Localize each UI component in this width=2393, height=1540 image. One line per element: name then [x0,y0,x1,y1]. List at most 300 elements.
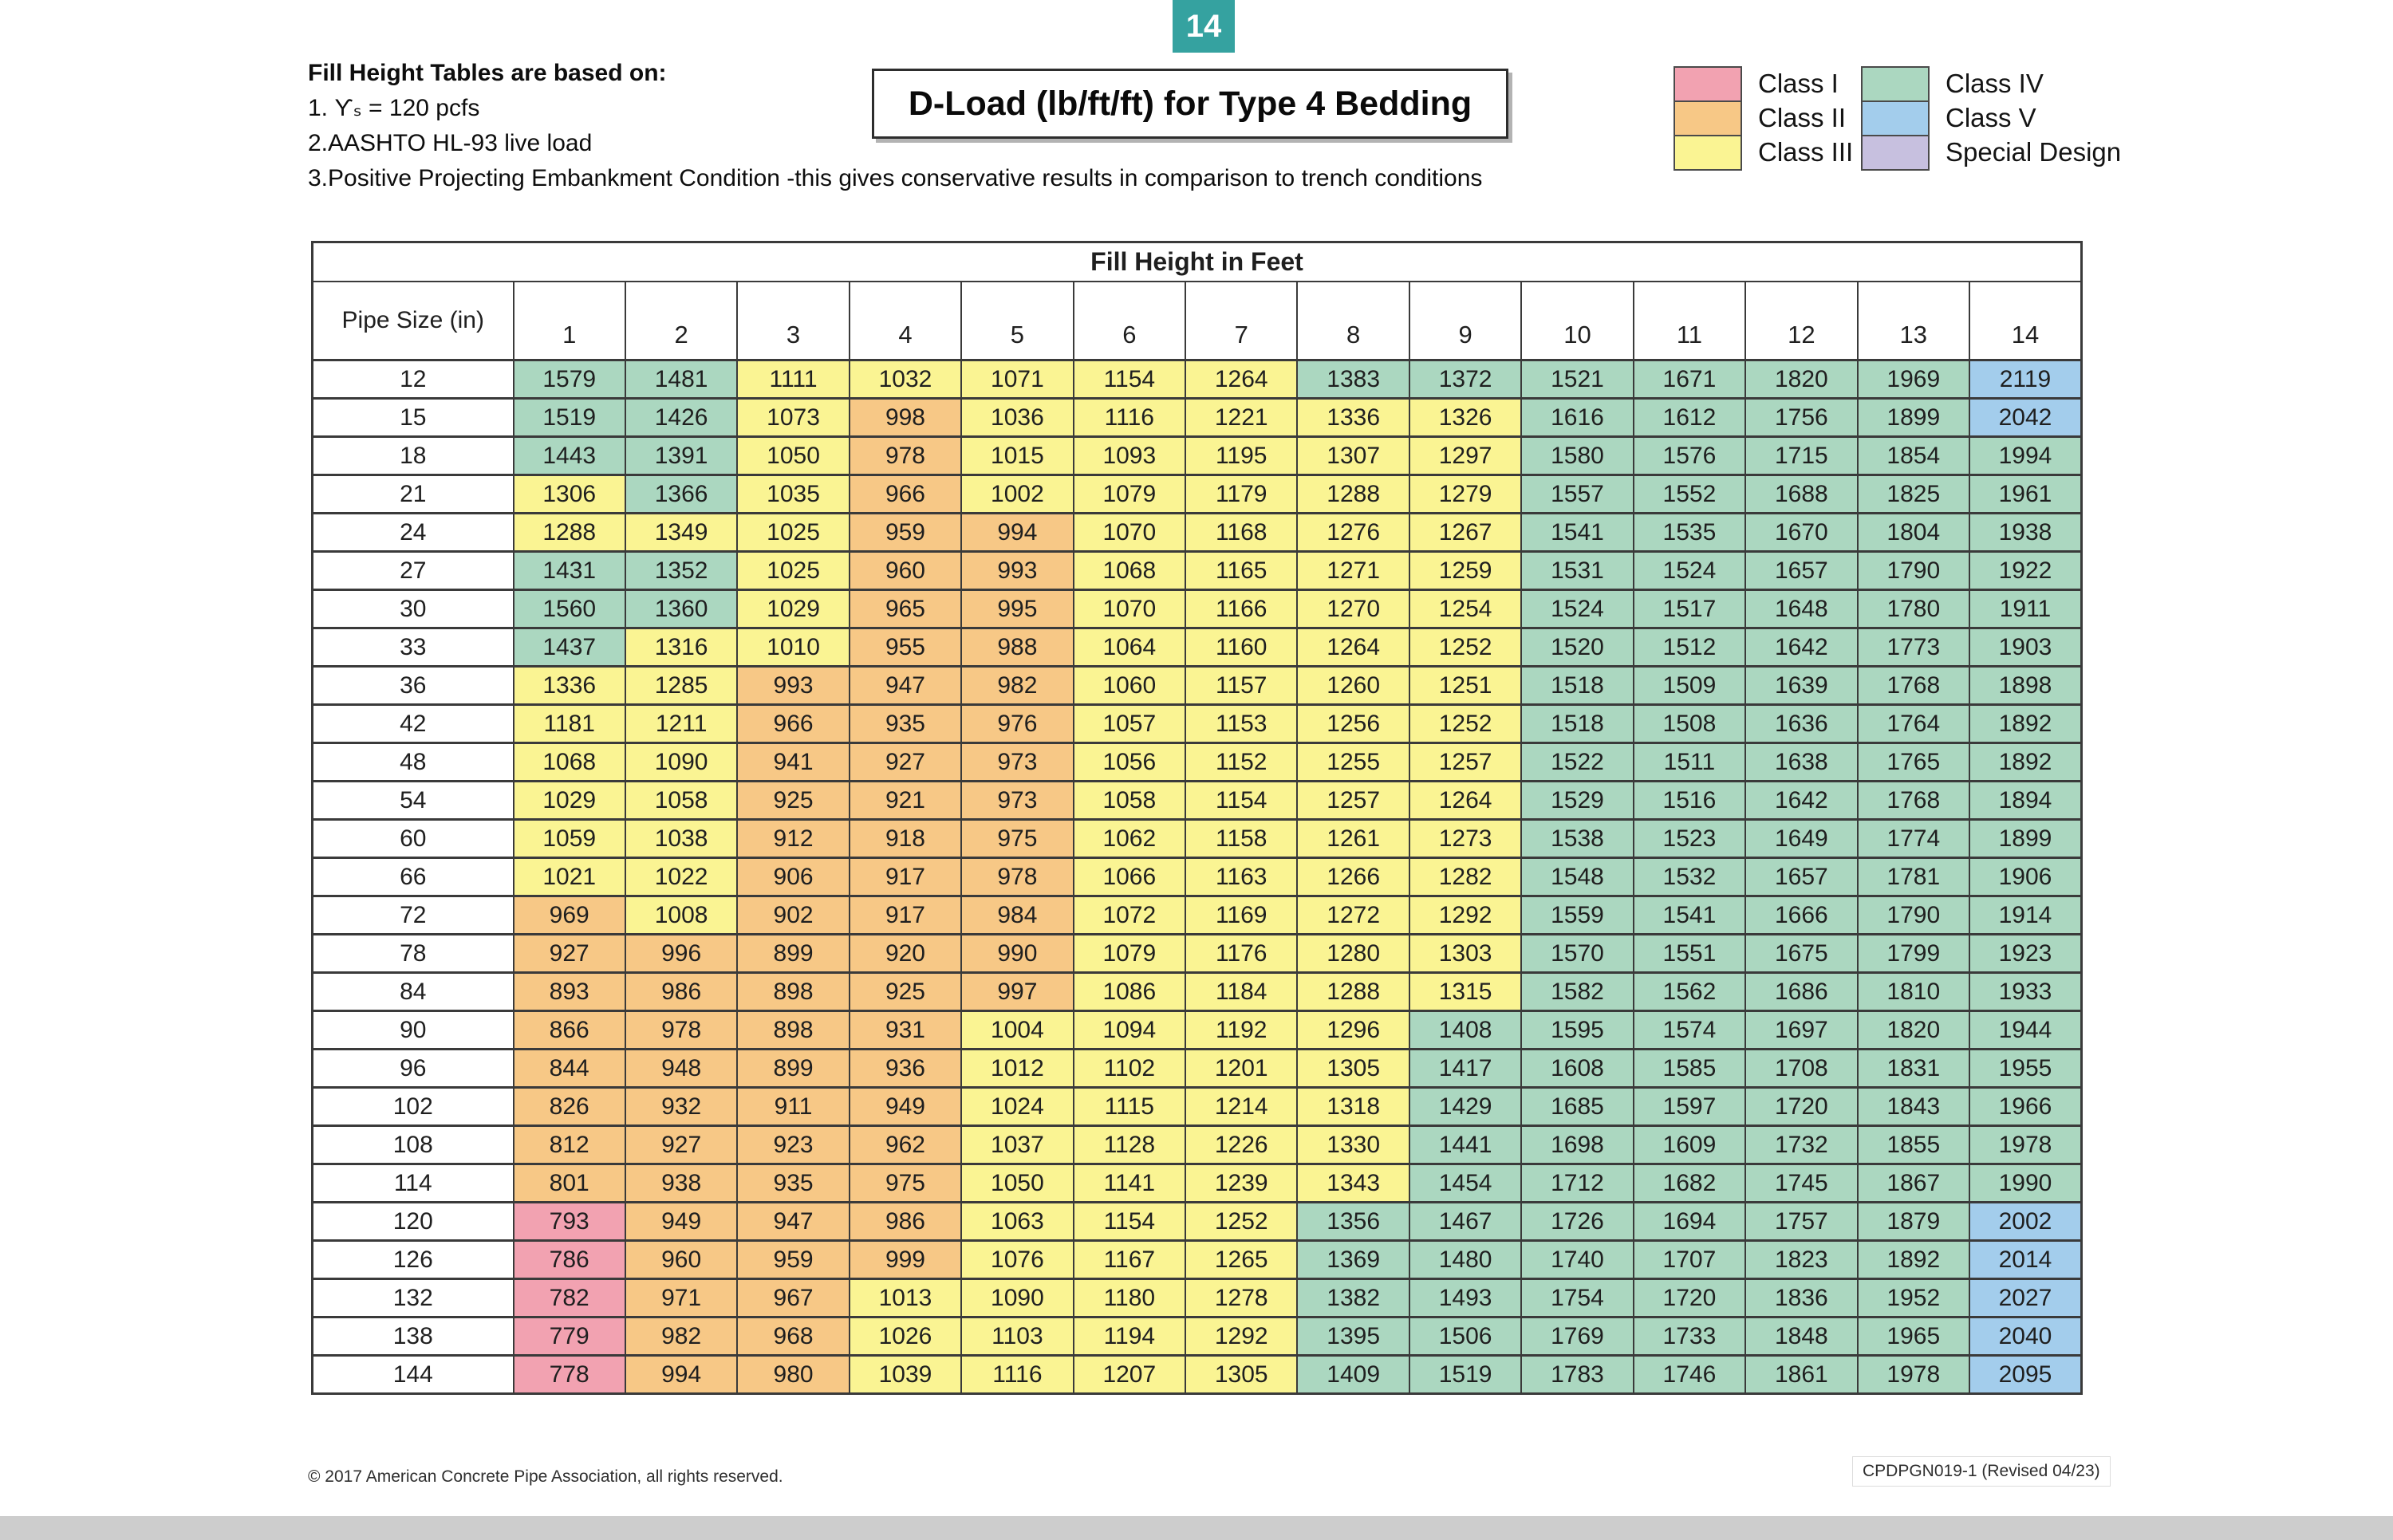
fill-height-col-header: 11 [1634,282,1745,360]
dload-cell: 927 [850,743,961,782]
dload-cell: 982 [961,667,1073,705]
dload-cell: 2040 [1969,1317,2082,1356]
dload-cell: 1524 [1634,552,1745,590]
dload-cell: 1128 [1074,1126,1185,1164]
dload-cell: 1163 [1185,858,1297,896]
dload-cell: 986 [625,973,737,1011]
dload-cell: 1252 [1409,705,1521,743]
pipe-size-cell: 27 [313,552,514,590]
dload-cell: 793 [514,1203,625,1241]
dload-cell: 1636 [1745,705,1857,743]
table-row [313,1011,2082,1050]
dload-cell: 906 [737,858,849,896]
dload-cell: 1343 [1297,1164,1409,1203]
dload-cell: 986 [850,1203,961,1241]
dload-cell: 1090 [961,1279,1073,1317]
dload-cell: 1518 [1521,667,1633,705]
dload-cell: 1899 [1858,399,1969,437]
dload-cell: 1259 [1409,552,1521,590]
dload-cell: 1194 [1074,1317,1185,1356]
dload-cell: 1255 [1297,743,1409,782]
dload-cell: 1366 [625,475,737,514]
dload-cell: 1058 [625,782,737,820]
legend-label: Class IV [1946,68,2044,98]
dload-cell: 1804 [1858,514,1969,552]
dload-cell: 1276 [1297,514,1409,552]
dload-cell: 1267 [1409,514,1521,552]
dload-cell: 1648 [1745,590,1857,628]
dload-cell: 1288 [1297,973,1409,1011]
dload-cell: 1036 [961,399,1073,437]
dload-cell: 1068 [514,743,625,782]
dload-cell: 955 [850,628,961,667]
dload-cell: 1595 [1521,1011,1633,1050]
fill-height-col-header: 8 [1297,282,1409,360]
dload-cell: 1391 [625,437,737,475]
dload-cell: 1848 [1745,1317,1857,1356]
dload-cell: 1066 [1074,858,1185,896]
table-row [313,628,2082,667]
pipe-size-cell: 48 [313,743,514,782]
dload-cell: 1688 [1745,475,1857,514]
dload-cell: 1195 [1185,437,1297,475]
dload-cell: 1799 [1858,935,1969,973]
dload-cell: 1318 [1297,1088,1409,1126]
dload-cell: 1938 [1969,514,2082,552]
dload-cell: 2014 [1969,1241,2082,1279]
dload-cell: 1582 [1521,973,1633,1011]
dload-cell: 1086 [1074,973,1185,1011]
dload-cell: 902 [737,896,849,935]
dload-cell: 1079 [1074,935,1185,973]
note-line-2: 2.AASHTO HL-93 live load [308,130,593,156]
dload-cell: 2027 [1969,1279,2082,1317]
dload-cell: 1395 [1297,1317,1409,1356]
dload-cell: 1349 [625,514,737,552]
dload-cell: 1090 [625,743,737,782]
dload-cell: 1529 [1521,782,1633,820]
dload-cell: 1511 [1634,743,1745,782]
dload-cell: 1443 [514,437,625,475]
table-row [313,1164,2082,1203]
dload-cell: 1521 [1521,360,1633,399]
pipe-size-cell: 66 [313,858,514,896]
fill-height-col-header: 10 [1521,282,1633,360]
dload-cell: 1524 [1521,590,1633,628]
legend-item [1861,100,2121,135]
dload-cell: 1580 [1521,437,1633,475]
dload-cell: 1141 [1074,1164,1185,1203]
dload-cell: 1666 [1745,896,1857,935]
dload-cell: 1214 [1185,1088,1297,1126]
table-row [313,667,2082,705]
fill-height-col-header: 13 [1858,282,1969,360]
dload-cell: 1746 [1634,1356,1745,1394]
dload-cell: 1073 [737,399,849,437]
dload-cell: 1965 [1858,1317,1969,1356]
dload-cell: 1094 [1074,1011,1185,1050]
table-row [313,399,2082,437]
dload-cell: 812 [514,1126,625,1164]
dload-cell: 2002 [1969,1203,2082,1241]
dload-cell: 1058 [1074,782,1185,820]
dload-cell: 1768 [1858,782,1969,820]
dload-cell: 1326 [1409,399,1521,437]
pipe-size-cell: 126 [313,1241,514,1279]
dload-cell: 1160 [1185,628,1297,667]
dload-cell: 978 [850,437,961,475]
dload-cell: 866 [514,1011,625,1050]
dload-cell: 1257 [1409,743,1521,782]
dload-cell: 1933 [1969,973,2082,1011]
dload-cell: 1025 [737,552,849,590]
dload-cell: 1773 [1858,628,1969,667]
dload-cell: 1899 [1969,820,2082,858]
fill-height-table-wrapper [311,241,2083,1395]
dload-cell: 1093 [1074,437,1185,475]
legend-swatch [1861,100,1930,136]
dload-cell: 947 [737,1203,849,1241]
dload-cell: 1260 [1297,667,1409,705]
dload-cell: 917 [850,858,961,896]
dload-cell: 778 [514,1356,625,1394]
pipe-size-cell: 21 [313,475,514,514]
legend-column-classes-4-6 [1861,66,2121,169]
dload-cell: 1270 [1297,590,1409,628]
dload-cell: 1978 [1969,1126,2082,1164]
pipe-size-cell: 144 [313,1356,514,1394]
dload-cell: 1892 [1858,1241,1969,1279]
dload-cell: 1609 [1634,1126,1745,1164]
dload-cell: 1002 [961,475,1073,514]
dload-cell: 1282 [1409,858,1521,896]
dload-cell: 1698 [1521,1126,1633,1164]
table-row [313,973,2082,1011]
dload-cell: 2042 [1969,399,2082,437]
dload-cell: 1038 [625,820,737,858]
pipe-size-cell: 30 [313,590,514,628]
dload-cell: 1861 [1745,1356,1857,1394]
fill-height-col-header: 6 [1074,282,1185,360]
dload-cell: 898 [737,973,849,1011]
dload-cell: 1271 [1297,552,1409,590]
dload-cell: 1280 [1297,935,1409,973]
dload-cell: 1417 [1409,1050,1521,1088]
pipe-size-cell: 24 [313,514,514,552]
dload-cell: 1297 [1409,437,1521,475]
dload-cell: 965 [850,590,961,628]
dload-cell: 973 [961,782,1073,820]
dload-cell: 1158 [1185,820,1297,858]
document-code: CPDPGN019-1 (Revised 04/23) [1852,1456,2111,1487]
dload-cell: 1522 [1521,743,1633,782]
dload-cell: 976 [961,705,1073,743]
dload-cell: 921 [850,782,961,820]
dload-cell: 1756 [1745,399,1857,437]
pipe-size-cell: 12 [313,360,514,399]
pipe-size-cell: 84 [313,973,514,1011]
dload-cell: 1990 [1969,1164,2082,1203]
dload-cell: 988 [961,628,1073,667]
dload-cell: 1518 [1521,705,1633,743]
dload-cell: 1265 [1185,1241,1297,1279]
dload-cell: 1207 [1074,1356,1185,1394]
dload-cell: 1257 [1297,782,1409,820]
dload-cell: 1221 [1185,399,1297,437]
dload-cell: 1264 [1409,782,1521,820]
table-row [313,1050,2082,1088]
dload-cell: 960 [625,1241,737,1279]
dload-cell: 1790 [1858,552,1969,590]
dload-cell: 941 [737,743,849,782]
table-row [313,475,2082,514]
dload-cell: 1694 [1634,1203,1745,1241]
dload-cell: 1552 [1634,475,1745,514]
dload-cell: 931 [850,1011,961,1050]
dload-cell: 1570 [1521,935,1633,973]
dload-cell: 932 [625,1088,737,1126]
dload-cell: 1768 [1858,667,1969,705]
dload-cell: 1612 [1634,399,1745,437]
dload-cell: 1152 [1185,743,1297,782]
dload-cell: 1810 [1858,973,1969,1011]
dload-cell: 1279 [1409,475,1521,514]
dload-cell: 1675 [1745,935,1857,973]
dload-cell: 1068 [1074,552,1185,590]
legend-label: Class I [1758,68,1839,98]
table-row [313,1088,2082,1126]
dload-cell: 966 [850,475,961,514]
dload-cell: 1352 [625,552,737,590]
dload-cell: 1519 [514,399,625,437]
dload-cell: 1854 [1858,437,1969,475]
dload-cell: 1292 [1185,1317,1297,1356]
table-row [313,1317,2082,1356]
dload-cell: 1670 [1745,514,1857,552]
dload-cell: 1426 [625,399,737,437]
pipe-size-cell: 36 [313,667,514,705]
dload-cell: 1441 [1409,1126,1521,1164]
table-row [313,1126,2082,1164]
dload-cell: 1070 [1074,590,1185,628]
span-header-row [313,242,2082,282]
fill-height-span-header: Fill Height in Feet [313,242,2082,282]
dload-cell: 899 [737,1050,849,1088]
pipe-size-cell: 114 [313,1164,514,1203]
dload-cell: 1072 [1074,896,1185,935]
dload-cell: 1026 [850,1317,961,1356]
dload-cell: 1303 [1409,935,1521,973]
dload-cell: 1994 [1969,437,2082,475]
dload-cell: 948 [625,1050,737,1088]
dload-cell: 1154 [1074,1203,1185,1241]
legend-swatch [1674,66,1742,102]
dload-cell: 1541 [1521,514,1633,552]
dload-cell: 971 [625,1279,737,1317]
dload-cell: 1239 [1185,1164,1297,1203]
dload-cell: 980 [737,1356,849,1394]
table-row [313,590,2082,628]
dload-cell: 1712 [1521,1164,1633,1203]
table-row [313,360,2082,399]
dload-cell: 1050 [737,437,849,475]
dload-cell: 1481 [625,360,737,399]
dload-cell: 1330 [1297,1126,1409,1164]
dload-cell: 1535 [1634,514,1745,552]
dload-cell: 1616 [1521,399,1633,437]
table-title: D-Load (lb/ft/ft) for Type 4 Bedding [872,69,1508,139]
dload-cell: 898 [737,1011,849,1050]
dload-cell: 1649 [1745,820,1857,858]
dload-cell: 1825 [1858,475,1969,514]
dload-cell: 1961 [1969,475,2082,514]
dload-cell: 1765 [1858,743,1969,782]
dload-cell: 1184 [1185,973,1297,1011]
dload-cell: 1167 [1074,1241,1185,1279]
legend-item [1674,100,1853,135]
table-row [313,858,2082,896]
dload-cell: 1037 [961,1126,1073,1164]
dload-cell: 1408 [1409,1011,1521,1050]
pipe-size-cell: 120 [313,1203,514,1241]
dload-cell: 1305 [1185,1356,1297,1394]
dload-cell: 1252 [1409,628,1521,667]
dload-cell: 918 [850,820,961,858]
table-row [313,1241,2082,1279]
dload-cell: 1548 [1521,858,1633,896]
fill-height-col-header: 4 [850,282,961,360]
dload-cell: 1261 [1297,820,1409,858]
dload-cell: 1008 [625,896,737,935]
dload-cell: 1025 [737,514,849,552]
dload-cell: 938 [625,1164,737,1203]
fill-height-col-header: 9 [1409,282,1521,360]
table-row [313,514,2082,552]
fill-height-col-header: 12 [1745,282,1857,360]
dload-cell: 997 [961,973,1073,1011]
dload-cell: 779 [514,1317,625,1356]
legend-label: Class II [1758,102,1847,132]
dload-cell: 1579 [514,360,625,399]
dload-cell: 1056 [1074,743,1185,782]
dload-cell: 999 [850,1241,961,1279]
table-row [313,743,2082,782]
dload-cell: 1116 [961,1356,1073,1394]
dload-cell: 959 [850,514,961,552]
dload-cell: 1493 [1409,1279,1521,1317]
note-line-1: 1. ϒₛ = 120 pcfs [308,95,480,121]
dload-cell: 1685 [1521,1088,1633,1126]
legend-column-classes-1-3 [1674,66,1853,169]
dload-cell: 1697 [1745,1011,1857,1050]
dload-cell: 1226 [1185,1126,1297,1164]
dload-cell: 1726 [1521,1203,1633,1241]
dload-cell: 1254 [1409,590,1521,628]
dload-cell: 1608 [1521,1050,1633,1088]
dload-cell: 911 [737,1088,849,1126]
dload-cell: 1079 [1074,475,1185,514]
column-header-row [313,282,2082,360]
dload-cell: 1296 [1297,1011,1409,1050]
dload-cell: 1740 [1521,1241,1633,1279]
dload-cell: 1657 [1745,552,1857,590]
pipe-size-cell: 18 [313,437,514,475]
dload-cell: 1383 [1297,360,1409,399]
dload-cell: 1574 [1634,1011,1745,1050]
dload-cell: 993 [961,552,1073,590]
dload-cell: 1116 [1074,399,1185,437]
dload-cell: 1754 [1521,1279,1633,1317]
dload-cell: 994 [625,1356,737,1394]
dload-cell: 1316 [625,628,737,667]
table-row [313,705,2082,743]
dload-cell: 1969 [1858,360,1969,399]
dload-cell: 1657 [1745,858,1857,896]
table-row [313,896,2082,935]
dload-cell: 1029 [737,590,849,628]
dload-cell: 782 [514,1279,625,1317]
dload-cell: 1176 [1185,935,1297,973]
dload-cell: 1360 [625,590,737,628]
page-number-badge: 14 [1173,0,1235,53]
dload-cell: 1372 [1409,360,1521,399]
dload-cell: 968 [737,1317,849,1356]
dload-cell: 1060 [1074,667,1185,705]
fill-height-col-header: 14 [1969,282,2082,360]
legend-item [1861,66,2121,100]
legend-swatch [1861,135,1930,171]
dload-cell: 826 [514,1088,625,1126]
dload-cell: 1022 [625,858,737,896]
dload-cell: 975 [961,820,1073,858]
dload-cell: 1922 [1969,552,2082,590]
table-row [313,437,2082,475]
legend-swatch [1674,100,1742,136]
dload-cell: 1516 [1634,782,1745,820]
dload-cell: 1562 [1634,973,1745,1011]
dload-cell: 1102 [1074,1050,1185,1088]
dload-cell: 1032 [850,360,961,399]
dload-cell: 990 [961,935,1073,973]
dload-cell: 1745 [1745,1164,1857,1203]
legend-item [1861,135,2121,169]
dload-cell: 1264 [1297,628,1409,667]
dload-cell: 1911 [1969,590,2082,628]
dload-cell: 1021 [514,858,625,896]
dload-cell: 1894 [1969,782,2082,820]
dload-cell: 1733 [1634,1317,1745,1356]
dload-cell: 844 [514,1050,625,1088]
legend-label: Special Design [1946,136,2122,167]
dload-cell: 1264 [1185,360,1297,399]
dload-cell: 2095 [1969,1356,2082,1394]
dload-cell: 1686 [1745,973,1857,1011]
dload-cell: 912 [737,820,849,858]
dload-cell: 1557 [1521,475,1633,514]
dload-cell: 1966 [1969,1088,2082,1126]
dload-cell: 1519 [1409,1356,1521,1394]
dload-cell: 1272 [1297,896,1409,935]
dload-cell: 982 [625,1317,737,1356]
dload-cell: 1532 [1634,858,1745,896]
dload-cell: 1211 [625,705,737,743]
dload-cell: 1914 [1969,896,2082,935]
dload-cell: 2119 [1969,360,2082,399]
dload-cell: 1512 [1634,628,1745,667]
dload-cell: 1064 [1074,628,1185,667]
dload-cell: 949 [850,1088,961,1126]
dload-cell: 1867 [1858,1164,1969,1203]
